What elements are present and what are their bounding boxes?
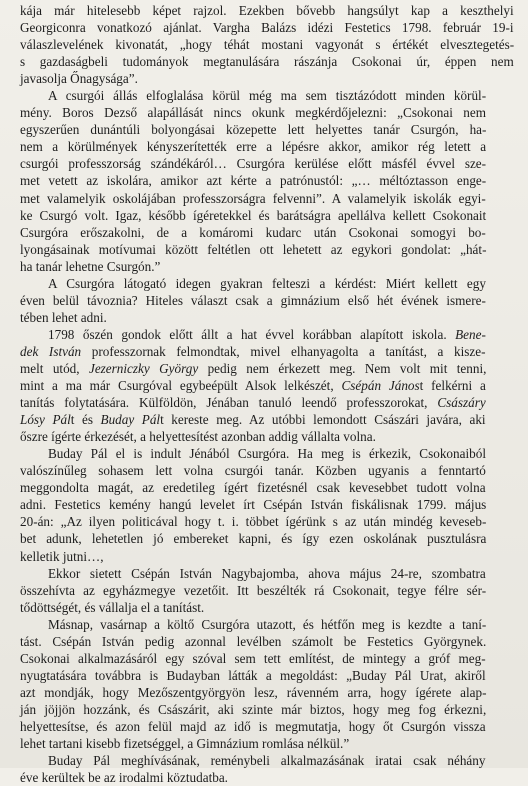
- text-line: [20, 718, 514, 735]
- text-run: nyugtatására továbbra is Budayban látták a megoldást: „Buday Pál Urat, akiről: [20, 667, 486, 683]
- text-run: valószínűleg sohasem lett volna csurgói tanár. Közben ugyanis a fenntartó: [20, 463, 486, 479]
- text-run: meggondolta magát, az eredetileg ígért fizetésnél csak kevesebbet tudott volna: [20, 480, 486, 496]
- text-run: professzornak felmondtak, mivel elhanyagolta a tanítást, a kisze-: [81, 343, 486, 359]
- paragraph: [20, 445, 514, 564]
- text-run: pedig nem érkezett meg. Nem volt mit tenni,: [198, 360, 487, 376]
- text-line: [20, 769, 514, 786]
- paragraph: [20, 326, 514, 445]
- italic-name: Császáry: [437, 395, 486, 411]
- text-line: [20, 292, 514, 309]
- text-run: Buday Pál meghívásának, reménybeli alkalmazásának iratai csak néhány: [48, 753, 486, 769]
- text-run: javasolja Őnagysága”.: [20, 71, 138, 87]
- text-line: [20, 360, 514, 377]
- text-line: [20, 462, 514, 479]
- text-run: Georgiconra vonatkozó ajánlat. Vargha Balázs idézi Festetics 1798. február 19-i: [20, 20, 514, 36]
- text-line: [20, 530, 514, 547]
- text-run: Csokonai alkalmazásáról egy szóval sem tett említést, de mintegy a gróf meg-: [20, 650, 486, 666]
- text-run: őszre ígérte érkezését, a helyettesítést azonban addig vállalta volna.: [20, 429, 376, 445]
- text-run: tást. Csépán István pedig azonnal levélben számolt be Festetics Györgynek.: [20, 633, 487, 649]
- text-line: [20, 104, 514, 121]
- paragraph: [20, 752, 514, 786]
- text-line: [20, 190, 514, 207]
- text-line: [20, 479, 514, 496]
- text-run: mint a ma már Csurgóval egybeépült Alsok lelkészét,: [20, 378, 342, 394]
- text-run: mény. Boros Dezső alapállását nincs okunk megkérdőjelezni: „Csokonai nem: [20, 105, 486, 121]
- paragraph: [20, 87, 514, 275]
- italic-name: Jezerniczky György: [88, 360, 199, 376]
- paragraph: [20, 616, 514, 752]
- text-run: t kereste meg. Az utóbbi lemondott Császári javára, aki: [160, 412, 486, 428]
- text-line: [20, 326, 514, 343]
- text-run: Csurgóra erőszakolni, de a komáromi kudarc után Csokonai somogyi bo-: [20, 224, 486, 240]
- text-line: [20, 172, 514, 189]
- italic-name: Csépán János: [341, 378, 420, 394]
- italic-name: Buday Pál: [100, 412, 161, 428]
- text-run: adni. Festetics kemény hangú levelet írt Csépán István fiskálisnak 1799. május: [20, 497, 487, 513]
- text-line: [20, 36, 514, 53]
- text-line: [20, 667, 514, 684]
- text-line: [20, 616, 514, 633]
- text-run: éve kerültek be az irodalmi köztudatba.: [20, 770, 228, 786]
- paragraph: [20, 275, 514, 326]
- text-line: [20, 411, 514, 428]
- text-line: [20, 394, 514, 411]
- text-run: t felkérni a: [419, 378, 486, 394]
- text-run: lyongásainak motívumai között feltétlen ott lehetett az egykori gondolat: „hát-: [20, 241, 487, 257]
- text-run: kelletik jutni…,: [20, 548, 104, 564]
- text-line: [20, 684, 514, 701]
- text-line: [20, 343, 514, 360]
- text-line: [20, 377, 514, 394]
- text-run: t és: [70, 412, 101, 428]
- text-run: egyszerűen dunántúli bolyongásai közepette lett helyettes tanár Csurgón, ha-: [20, 122, 487, 138]
- text-line: [20, 275, 514, 292]
- text-run: Másnap, vasárnap a költő Csurgóra utazott, és hétfőn meg is kezdte a taní-: [48, 616, 487, 632]
- text-run: helyettesítse, és azon felül majd az idő is megmutatja, hogy őt Csurgón vissza: [20, 718, 486, 734]
- text-line: [20, 735, 514, 752]
- text-line: [20, 752, 514, 769]
- text-line: [20, 207, 514, 224]
- text-run: Buday Pál el is indult Jénából Csurgóra. Ha meg is érkezik, Csokonaiból: [48, 446, 486, 462]
- paragraph: [20, 2, 514, 87]
- text-line: [20, 70, 514, 87]
- text-line: [20, 19, 514, 36]
- text-line: [20, 633, 514, 650]
- text-run: Ekkor sietett Csépán István Nagybajomba, ahova május 24-re, szombatra: [48, 565, 486, 581]
- text-run: tanítás folytatására. Külföldön, Jénában tanuló leendő professzorokat,: [20, 395, 438, 411]
- text-run: kája már hitelesebb képet rajzol. Ezekben bővebb hangsúlyt kap a keszthelyi: [20, 3, 514, 18]
- text-run: tődöttségét, és vállalja el a tanítást.: [20, 599, 205, 615]
- italic-name: dek István: [20, 343, 82, 359]
- text-run: éven belül távoznia? Hiteles választ csak a gimnázium első hét évének ismere-: [20, 292, 486, 308]
- text-run: azt mondják, hogy Mezőszentgyörgyön lesz, rávenném arra, hogy ígérete alap-: [20, 684, 487, 700]
- text-line: [20, 224, 514, 241]
- text-run: összehívta az egyházmegye vezetőit. Itt beszélték rá Csokonait, tegye félre sér-: [20, 582, 487, 598]
- text-run: A Csurgóra látogató idegen gyakran felteszi a kérdést: Miért kellett egy: [48, 275, 486, 291]
- text-run: bet adunk, lehetetlen jó embereket kapni, és így ezen oskolának pusztulásra: [20, 531, 487, 547]
- text-line: [20, 87, 514, 104]
- text-line: [20, 650, 514, 667]
- text-run: 1798 őszén gondok előtt állt a hat évvel korábban alapított iskola.: [48, 326, 456, 342]
- text-run: ke Csurgó volt. Igaz, később ígéretekkel és barátságra apellálva kellett Csokonait: [20, 207, 487, 223]
- italic-name: Lósy Pál: [20, 412, 71, 428]
- text-line: [20, 599, 514, 616]
- text-run: ján jöjjön hozzánk, és Császárit, aki szinte már biztos, hogy meg fog érkezni,: [20, 701, 487, 717]
- text-line: [20, 565, 514, 582]
- text-run: met vetett az iskolára, amikor azt kérte a patrónustól: „… méltóztasson enge-: [20, 173, 487, 189]
- text-run: lehet tartani kisebb fizetséggel, a Gimnázium romlása nélkül.”: [20, 736, 350, 752]
- text-line: [20, 309, 514, 326]
- text-line: [20, 258, 514, 275]
- text-run: melt utód,: [20, 360, 89, 376]
- text-run: met valamelyik oskolájában professzorságra felvenni”. A valamelyik iskolák egyi-: [20, 190, 486, 206]
- text-line: [20, 496, 514, 513]
- text-line: [20, 428, 514, 445]
- text-run: válaszlevelének kivonatát, „hogy téhát mostani vagyonát s értékét elvesztegetés-: [20, 37, 515, 53]
- text-line: [20, 241, 514, 258]
- text-line: [20, 155, 514, 172]
- text-line: [20, 2, 514, 19]
- text-run: s gazdaságbeli tudományok megtanulására rászánja Csokonai úr, éppen nem: [20, 54, 514, 70]
- text-line: [20, 513, 514, 530]
- text-line: [20, 582, 514, 599]
- text-run: csurgói professzorság szándékáról… Csurgóra kerülése előtt másfél évvel sze-: [20, 156, 487, 172]
- text-line: [20, 53, 514, 70]
- text-run: tében lehet adni.: [20, 309, 107, 325]
- text-line: [20, 445, 514, 462]
- text-line: [20, 548, 514, 565]
- text-line: [20, 121, 514, 138]
- paragraph: [20, 565, 514, 616]
- text-run: ha tanár lehetne Csurgón.”: [20, 258, 161, 274]
- text-run: A csurgói állás elfoglalása körül még ma sem tisztázódott minden körül-: [48, 88, 487, 104]
- text-line: [20, 138, 514, 155]
- text-line: [20, 701, 514, 718]
- text-run: nem a körülmények kényszerítették erre a lépésre akkor, amikor rég letett a: [20, 139, 487, 155]
- text-run: 20-án: „Az ilyen politicával hogy t. i. többet ígérünk s az után mindég keveseb-: [20, 514, 487, 530]
- italic-name: Bene-: [455, 326, 486, 342]
